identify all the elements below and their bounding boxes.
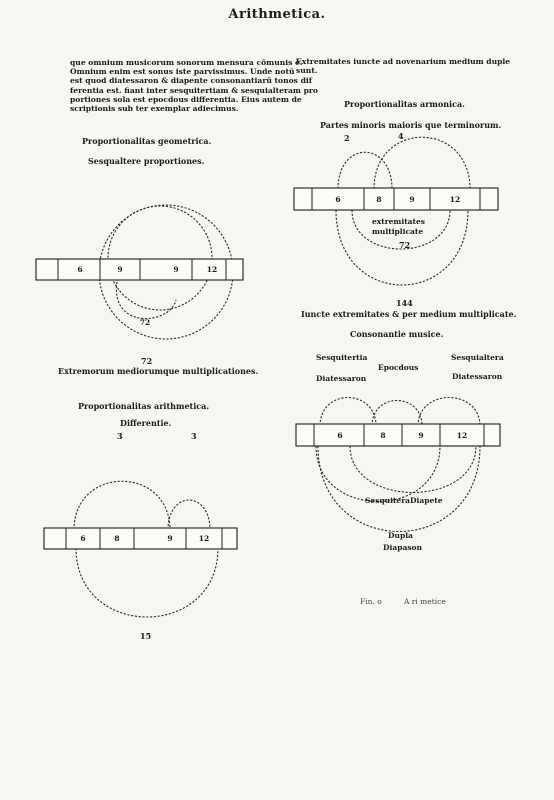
arithmetic-heading: Proportionalitas arithmetica. [78,401,210,411]
cell-value: 6 [335,195,341,204]
consonance-label: Sesquitertia [316,353,368,362]
harmonic-part-right: 4 [398,131,404,141]
paragraph-line: que omnium musicorum sonorum mensura cōmunis ē. [70,58,303,67]
harmonic-caption: Iuncte extremitates & per medium multiplicate. [301,309,517,319]
harmonic-inner-number: 72 [399,240,411,250]
paragraph-line: portiones sola est epocdous differentia. Eius autem de [70,94,302,104]
scallop-arc [320,398,376,427]
cell-value: 8 [376,195,382,204]
geometric-subheading: Sesqualtere proportiones. [88,156,205,166]
consonance-label: Diapason [383,543,422,552]
consonance-label: Diatessaron [452,372,503,381]
consonance-label: Sesquialtera [451,353,504,362]
consonance-label: Dupla [388,531,413,540]
harmonic-part-left: 2 [344,133,350,143]
scallop-arc [316,446,440,502]
consonance-label: Sesquitera [365,496,411,505]
cell-value: 12 [456,431,468,440]
consonance-label: Diatessaron [316,374,367,383]
consonance-label: Diapete [410,496,443,505]
difference-right: 3 [191,431,197,441]
cell-value: 9 [117,265,123,274]
cell-value: 9 [409,195,415,204]
geometric-heading: Proportionalitas geometrica. [82,136,212,146]
cell-value: 6 [337,431,343,440]
harmonic-bottom-number: 144 [396,298,413,308]
arithmetic-subheading: Differentie. [120,418,172,428]
consonance-label: Epocdous [378,363,419,372]
cell-value: 6 [77,265,83,274]
consonances-heading: Consonantie musice. [350,329,444,339]
paragraph-line: Extremitates iuncte ad novenarium medium duple [296,57,511,66]
scallop-arc [372,401,422,427]
scallop-arc [418,398,480,427]
paragraph-line: sunt. [296,66,318,76]
scallop-arc [318,446,480,532]
geometric-bottom-number: 72 [141,356,153,366]
paragraph-line: ferentia est. fiant inter sesquitertiam & sesquialteram pro [70,85,318,95]
arithmetic-bottom-number: 15 [140,631,152,641]
cell-value: 8 [380,431,386,440]
paragraph-line: est quod diatessaron & diapente consonantiarū tonos dif [70,76,313,86]
footer-signature: Fin. o [360,597,382,606]
paragraph-line: Omnium enim est sonus iste parvissimus. Unde notū [70,67,295,77]
cell-value: 12 [449,195,461,204]
harmonic-inner-label: multiplicate [372,227,424,236]
page-title: Arithmetica. [228,7,326,22]
cell-value: 9 [167,534,173,543]
cell-value: 9 [173,265,179,274]
cell-value: 9 [418,431,424,440]
inner-label: 72 [139,318,151,327]
cell-value: 6 [80,534,86,543]
geometric-caption: Extremorum mediorumque multiplicationes. [58,366,259,376]
paragraph-line: scriptionis sub ter exemplar adiecimus. [70,104,239,114]
ratio-bar [296,424,500,446]
harmonic-subheading: Partes minoris maioris que terminorum. [320,120,502,130]
harmonic-inner-label: extremitates [372,217,425,226]
cell-value: 12 [206,265,218,274]
scallop-arc [350,446,476,493]
cell-value: 8 [114,534,120,543]
harmonic-heading: Proportionalitas armonica. [344,99,465,109]
difference-left: 3 [117,431,123,441]
cell-value: 12 [198,534,210,543]
footer-catchword: A ri metice [404,597,446,606]
